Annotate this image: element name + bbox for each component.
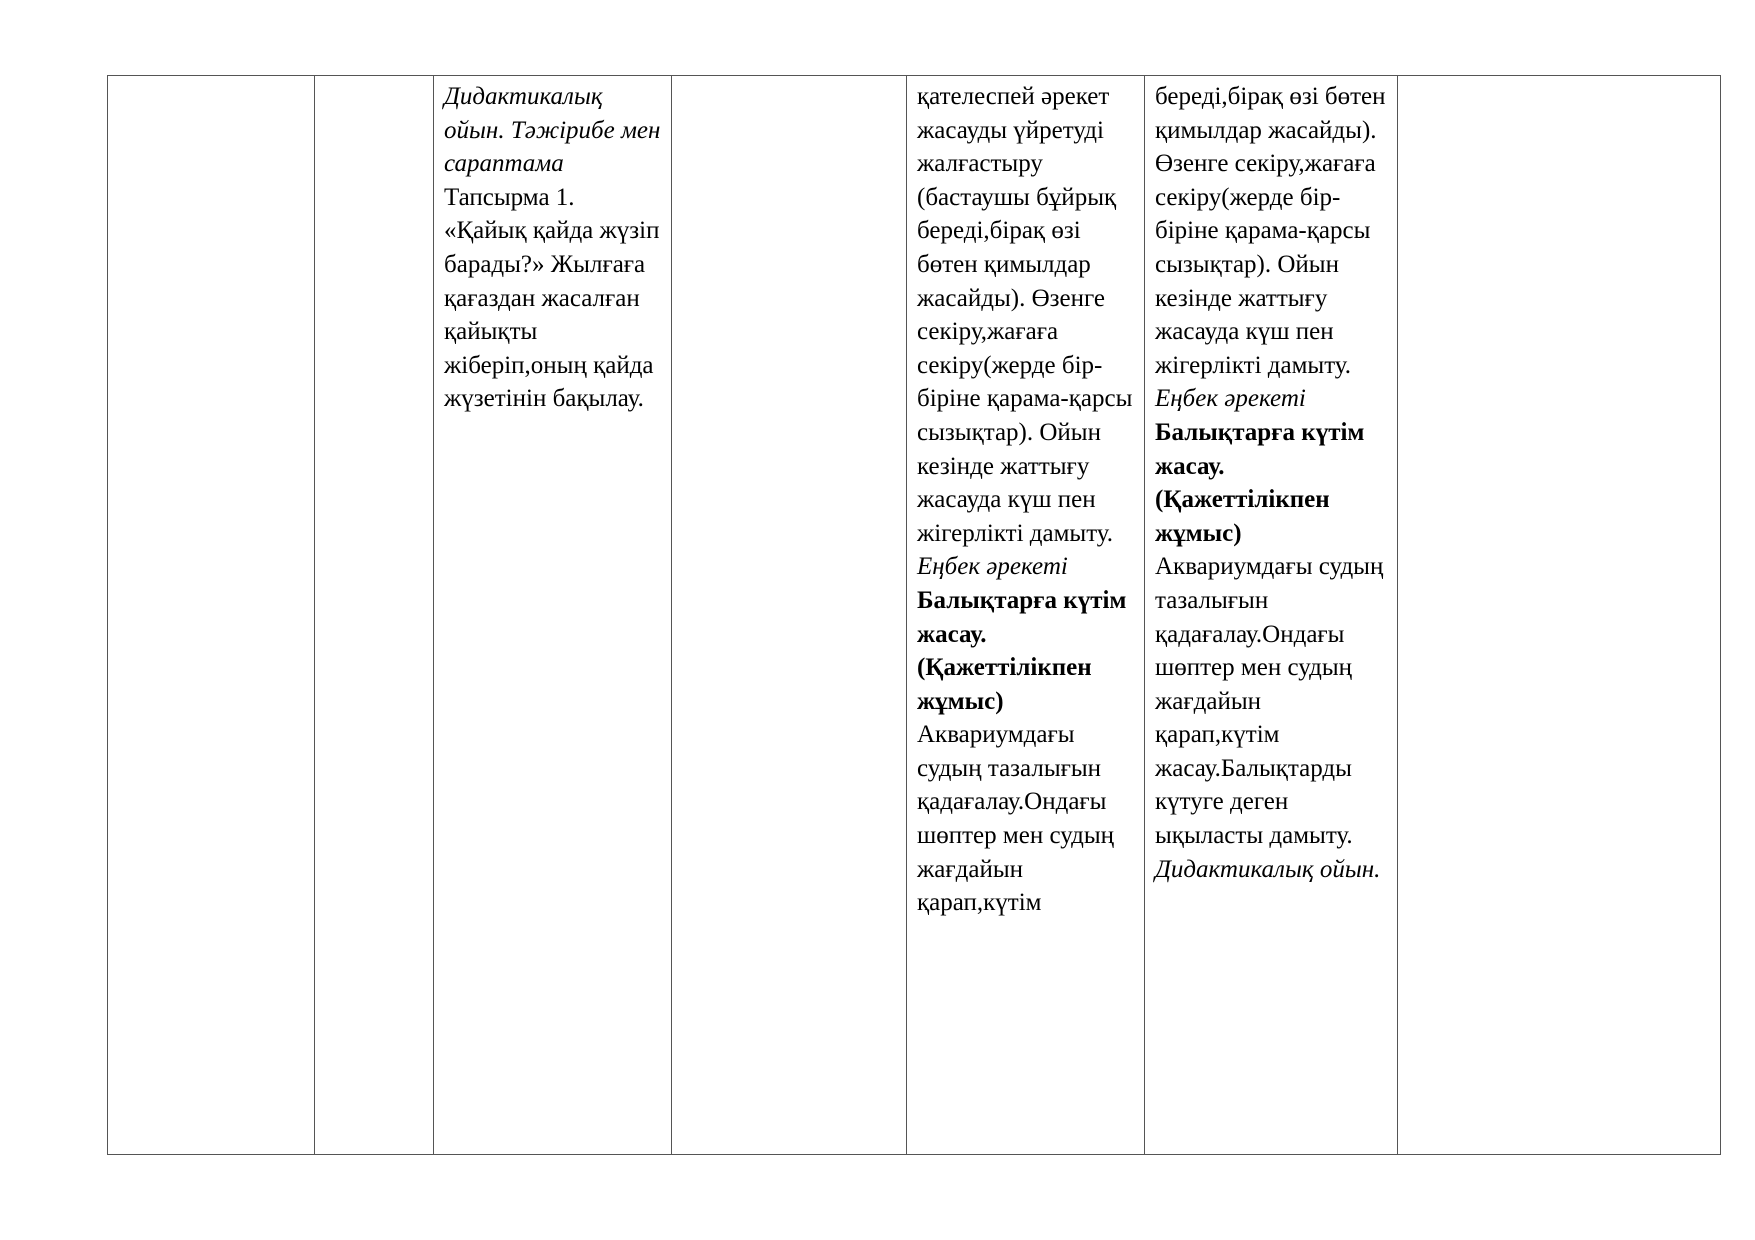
task-description: Тапсырма 1. «Қайық қайда жүзіп барады?» Жылғаға қағаздан жасалған қайықты жіберіп,оның қайда жүзетінін бақылау.	[444, 183, 660, 413]
labor-activity-description: Аквариумдағы судың тазалығын қадағалау.Ондағы шөптер мен судың жағдайын қарап,күтім жасау.Балықтарды күтуге деген ықыласты дамыту.	[1155, 553, 1384, 850]
lesson-plan-table	[107, 75, 1721, 1155]
table-cell-1	[108, 76, 315, 1155]
table-cell-3	[434, 76, 672, 1155]
table-cell-5	[907, 76, 1145, 1155]
table-row	[108, 76, 1721, 1155]
labor-activity-heading: Еңбек әрекеті	[1155, 385, 1306, 413]
game-description: береді,бірақ өзі бөтен қимылдар жасайды). Өзенге секіру,жағаға секіру(жерде бір-біріне қарама-қарсы сызықтар). Ойын кезінде жаттығу жасауда күш пен жігерлікті дамыту.	[1155, 83, 1386, 379]
labor-activity-heading: Еңбек әрекеті	[917, 553, 1068, 581]
table-cell-7	[1398, 76, 1721, 1155]
labor-activity-title: Балықтарға күтім жасау.(Қажеттілікпен жұмыс)	[1155, 418, 1365, 547]
labor-activity-description: Аквариумдағы судың тазалығын қадағалау.Ондағы шөптер мен судың жағдайын қарап,күтім	[917, 721, 1115, 917]
table-cell-2	[315, 76, 434, 1155]
didactic-game-heading: Дидактикалық ойын. Тәжірибе мен сараптама	[444, 83, 661, 178]
game-description: қателеспей әрекет жасауды үйретуді жалғастыру (бастаушы бұйрық береді,бірақ өзі бөтен қимылдар жасайды). Өзенге секіру,жағаға секіру(жерде бір-біріне қарама-қарсы сызықтар). Ойын кезінде жаттығу жасауда күш пен жігерлікті дамыту.	[917, 83, 1133, 547]
didactic-game-heading: Дидактикалық ойын.	[1155, 855, 1381, 883]
table-cell-6	[1145, 76, 1398, 1155]
labor-activity-title: Балықтарға күтім жасау.(Қажеттілікпен жұмыс)	[917, 586, 1127, 715]
table-cell-4	[672, 76, 907, 1155]
